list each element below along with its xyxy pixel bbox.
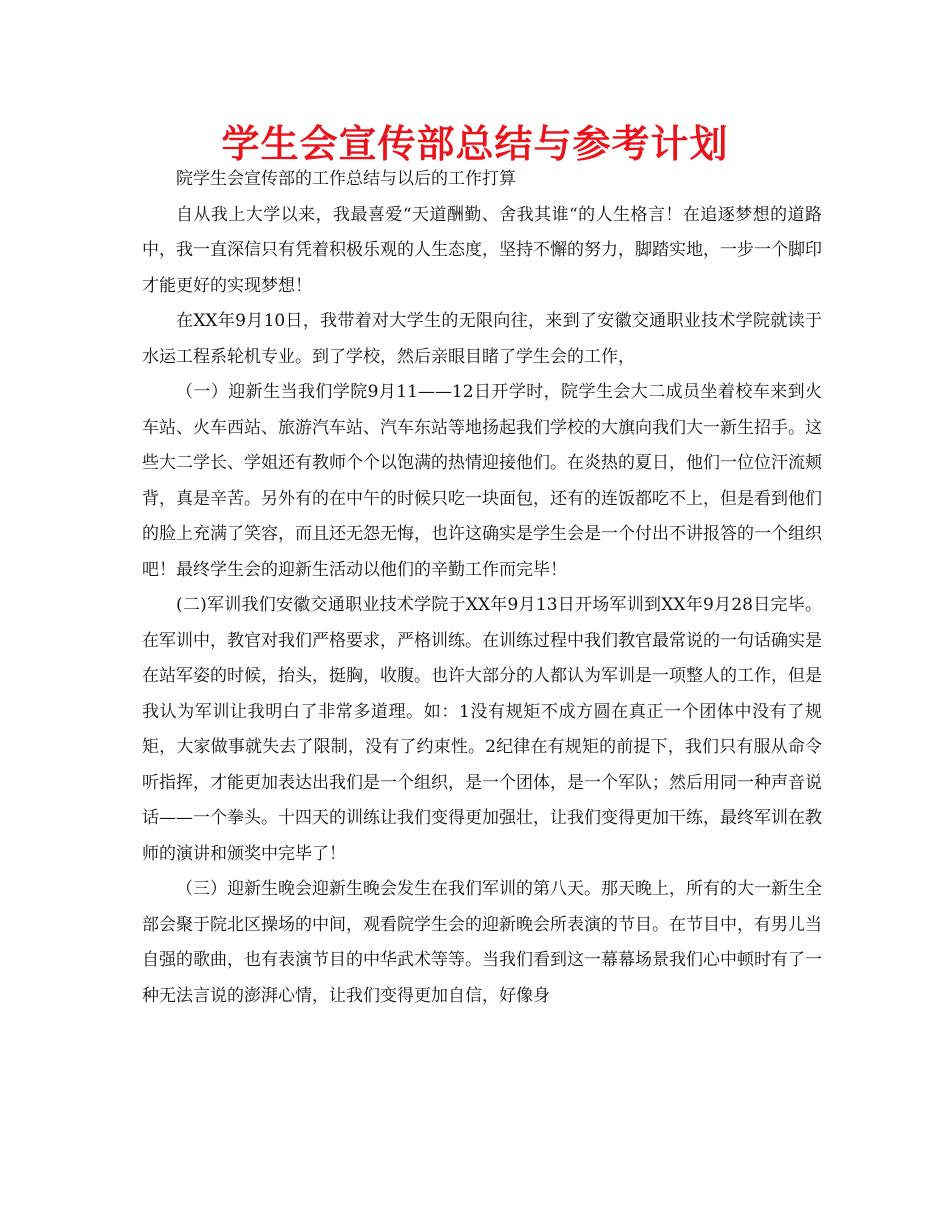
document-subtitle: 院学生会宣传部的工作总结与以后的工作打算 — [176, 169, 516, 189]
document-body — [142, 162, 822, 1014]
paragraph-arrival: 在XX年9月10日，我带着对大学生的无限向往，来到了安徽交通职业技术学院就读于水运工程系轮机专业。到了学校，然后亲眼目睹了学生会的工作， — [142, 311, 822, 367]
paragraph-welcome-party: （三）迎新生晚会迎新生晚会发生在我们军训的第八天。那天晚上，所有的大一新生全部会聚于院北区操场的中间，观看院学生会的迎新晚会所表演的节目。在节目中，有男儿当自强的歌曲，也有表演节目的中华武术等等。当我们看到这一幕幕场景我们心中顿时有了一种无法言说的澎湃心情，让我们变得更加自信，好像身 — [142, 879, 822, 1006]
paragraph-motto: 自从我上大学以来，我最喜爱“天道酬勤、舍我其谁“的人生格言！在追逐梦想的道路中，我一直深信只有凭着积极乐观的人生态度，坚持不懈的努力，脚踏实地，一步一个脚印才能更好的实现梦想！ — [142, 204, 822, 296]
paragraph-military-training: (二)军训我们安徽交通职业技术学院于XX年9月13日开场军训到XX年9月28日完毕。在军训中，教官对我们严格要求，严格训练。在训练过程中我们教官最常说的一句话确实是在站军姿的时候，抬头，挺胸，收腹。也许大部分的人都认为军训是一项整人的工作，但是我认为军训让我明白了非常多道理。如：1没有规矩不成方圆在真正一个团体中没有了规矩，大家做事就失去了限制，没有了约束性。2纪律在有规矩的前提下，我们只有服从命令听指挥，才能更加表达出我们是一个组织，是一个团体，是一个军队；然后用同一种声音说话——一个拳头。十四天的训练让我们变得更加强壮，让我们变得更加干练，最终军训在教师的演讲和颁奖中完毕了！ — [142, 595, 822, 864]
document-title: 学生会宣传部总结与参考计划 — [221, 122, 729, 166]
paragraph-welcome-freshmen: （一）迎新生当我们学院9月11——12日开学时，院学生会大二成员坐着校车来到火车站、火车西站、旅游汽车站、汽车东站等地扬起我们学校的大旗向我们大一新生招手。这些大二学长、学姐还有教师个个以饱满的热情迎接他们。在炎热的夏日，他们一位位汗流颊背，真是辛苦。另外有的在中午的时候只吃一块面包，还有的连饭都吃不上，但是看到他们的脸上充满了笑容，而且还无怨无悔，也许这确实是学生会是一个付出不讲报答的一个组织吧！最终学生会的迎新生活动以他们的辛勤工作而完毕！ — [142, 382, 822, 580]
